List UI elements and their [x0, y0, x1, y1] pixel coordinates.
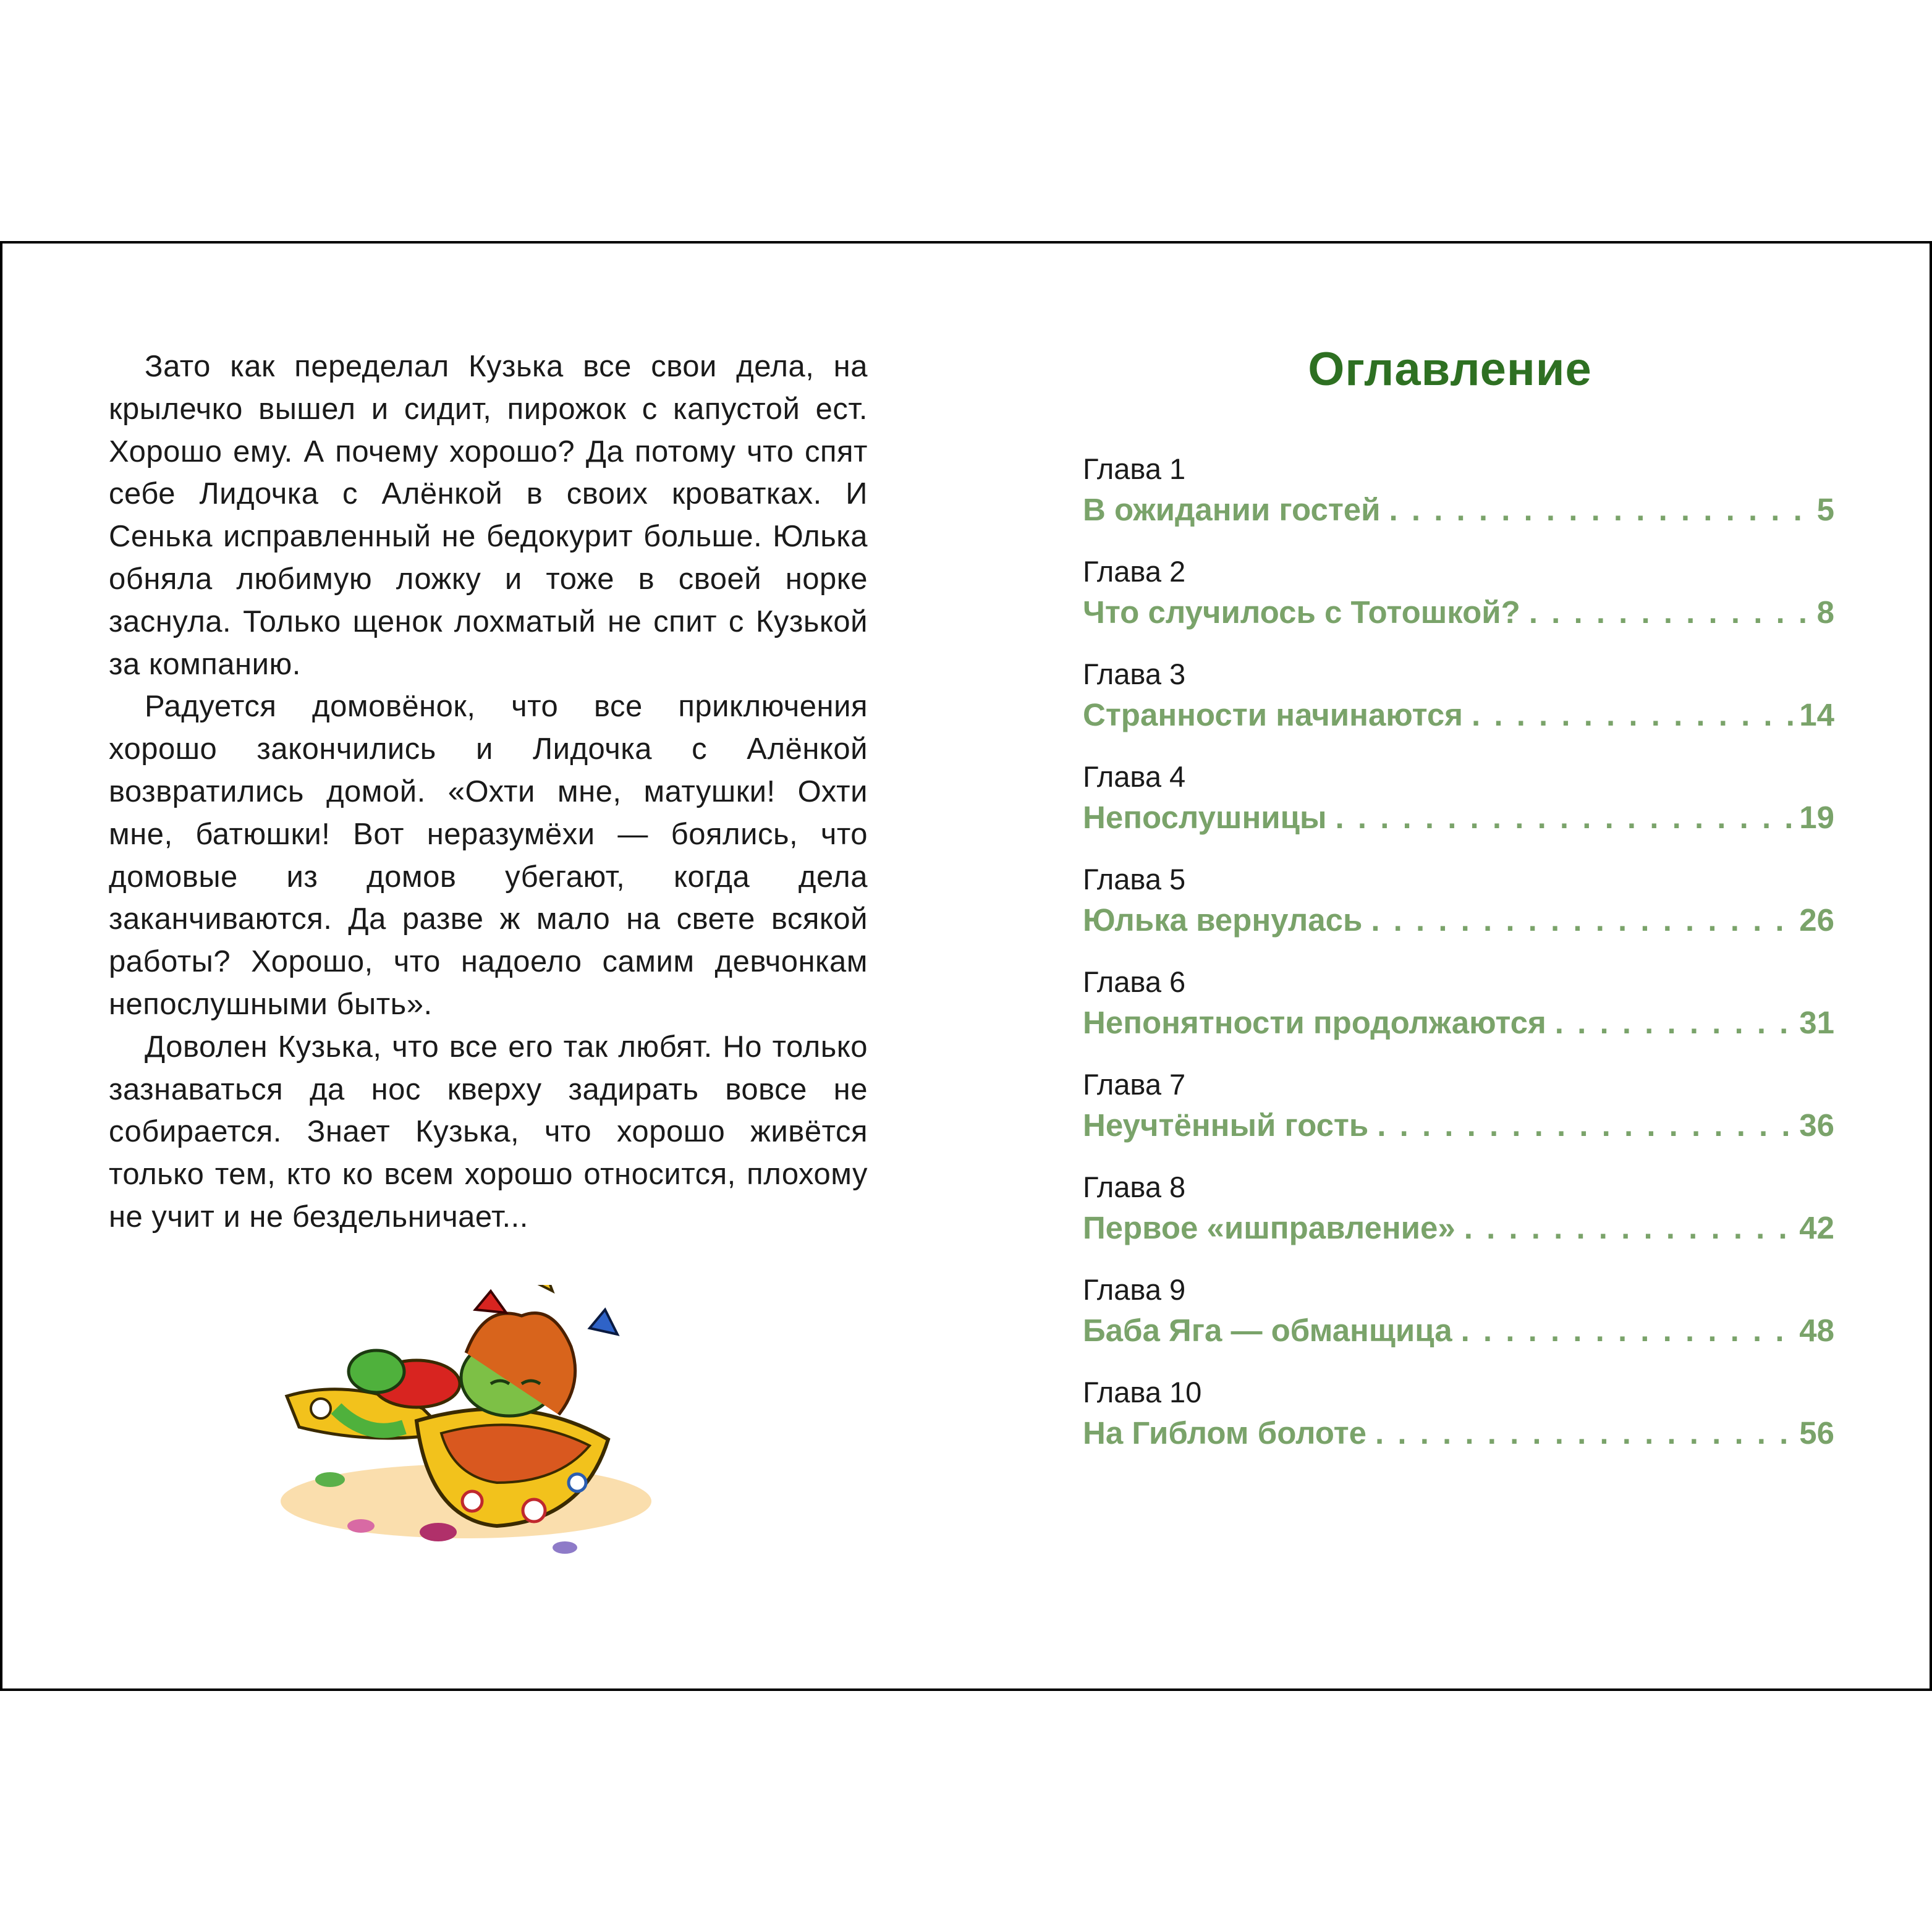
chapter-label: Глава 7 [1083, 1068, 1186, 1101]
chapter-line [1083, 693, 1834, 737]
chapter-line [1083, 795, 1834, 840]
dot-leader [1371, 898, 1793, 943]
chapter-title: Непослушницы [1083, 800, 1327, 835]
chapter-title: В ожидании гостей [1083, 492, 1381, 527]
page-number: 48 [1799, 1313, 1834, 1348]
chapter-label: Глава 1 [1083, 452, 1186, 485]
dot-leader [1375, 1411, 1793, 1455]
dot-leader [1472, 693, 1793, 737]
paragraph-2: Радуется домовёнок, что все приключения хорошо закончились и Лидочка с Алёнкой возвратились домой. «Охти мне, матушки! Охти мне, батюшки! Вот неразумёхи — боялись, что домовые из домов убегают, когда дела заканчиваются. Да разве ж мало на свете всякой работы? Хорошо, что надоело самим девчонкам непослушными быть». [109, 690, 868, 1021]
chapter-line [1083, 1411, 1834, 1455]
dot-leader [1389, 488, 1811, 532]
paragraph-3: Доволен Кузька, что все его так любят. Но только зазнаваться да нос кверху задирать вовсе не собирается. Знает Кузька, что хорошо живётся только тем, кто ко всем хорошо относится, плохому не учит и не бездельничает... [109, 1030, 868, 1234]
toc-title: Оглавление [1308, 343, 1592, 396]
toc-entry[interactable] [1083, 861, 1834, 943]
chapter-label: Глава 6 [1083, 965, 1186, 998]
chapter-line [1083, 898, 1834, 943]
chapter-line [1083, 590, 1834, 635]
table-of-contents [1083, 342, 1834, 1477]
chapter-line [1083, 1308, 1834, 1353]
dot-leader [1529, 590, 1811, 635]
chapter-line [1083, 1206, 1834, 1250]
dot-leader [1377, 1103, 1793, 1148]
page-number: 26 [1799, 902, 1834, 938]
chapter-title: Странности начинаются [1083, 697, 1464, 732]
toc-entry[interactable] [1083, 1374, 1834, 1455]
chapter-title: Непонятности продолжаются [1083, 1005, 1546, 1040]
toc-entry[interactable] [1083, 1271, 1834, 1353]
toc-entry[interactable] [1083, 553, 1834, 635]
page-number: 19 [1799, 800, 1834, 835]
chapter-label: Глава 4 [1083, 760, 1186, 793]
chapter-label: Глава 9 [1083, 1273, 1186, 1306]
page-number: 14 [1799, 697, 1834, 732]
page-number: 56 [1799, 1415, 1834, 1451]
left-page [109, 345, 868, 1239]
chapter-title: Что случилось с Тотошкой? [1083, 595, 1520, 630]
chapter-label: Глава 2 [1083, 555, 1186, 588]
page-number: 36 [1799, 1108, 1834, 1143]
chapter-label: Глава 10 [1083, 1376, 1202, 1409]
chapter-title: На Гиблом болоте [1083, 1415, 1367, 1451]
page-number: 5 [1816, 492, 1834, 527]
dot-leader [1555, 1001, 1793, 1045]
toc-entry[interactable] [1083, 1066, 1834, 1148]
chapter-title: Неучтённый гость [1083, 1108, 1369, 1143]
toc-entry[interactable] [1083, 656, 1834, 737]
chapter-title: Юлька вернулась [1083, 902, 1363, 938]
chapter-title: Баба Яга — обманщица [1083, 1313, 1452, 1348]
page-number: 31 [1799, 1005, 1834, 1040]
chapter-label: Глава 5 [1083, 863, 1186, 896]
chapter-title: Первое «ишправление» [1083, 1210, 1455, 1245]
toc-entry[interactable] [1083, 964, 1834, 1045]
book-spread [0, 241, 1932, 1691]
page-number: 42 [1799, 1210, 1834, 1245]
chapter-line [1083, 1001, 1834, 1045]
paragraph-1: Зато как переделал Кузька все свои дела, на крылечко вышел и сидит, пирожок с капустой ест. Хорошо ему. А почему хорошо? Да потому что спят себе Лидочка с Алёнкой в своих кроватках. И Сенька исправленный не бедокурит больше. Юлька обняла любимую ложку и тоже в своей норке заснула. Только щенок лохматый не спит с Кузькой за компанию. [109, 350, 868, 681]
dot-leader [1336, 795, 1794, 840]
page-number: 8 [1816, 595, 1834, 630]
chapter-label: Глава 3 [1083, 658, 1186, 690]
chapter-line [1083, 488, 1834, 532]
toc-entry[interactable] [1083, 451, 1834, 532]
chapter-label: Глава 8 [1083, 1171, 1186, 1203]
toc-entry[interactable] [1083, 758, 1834, 840]
dot-leader [1461, 1308, 1794, 1353]
kuzka-spoon-illustration [262, 1285, 682, 1594]
toc-entry[interactable] [1083, 1169, 1834, 1250]
chapter-line [1083, 1103, 1834, 1148]
dot-leader [1464, 1206, 1794, 1250]
